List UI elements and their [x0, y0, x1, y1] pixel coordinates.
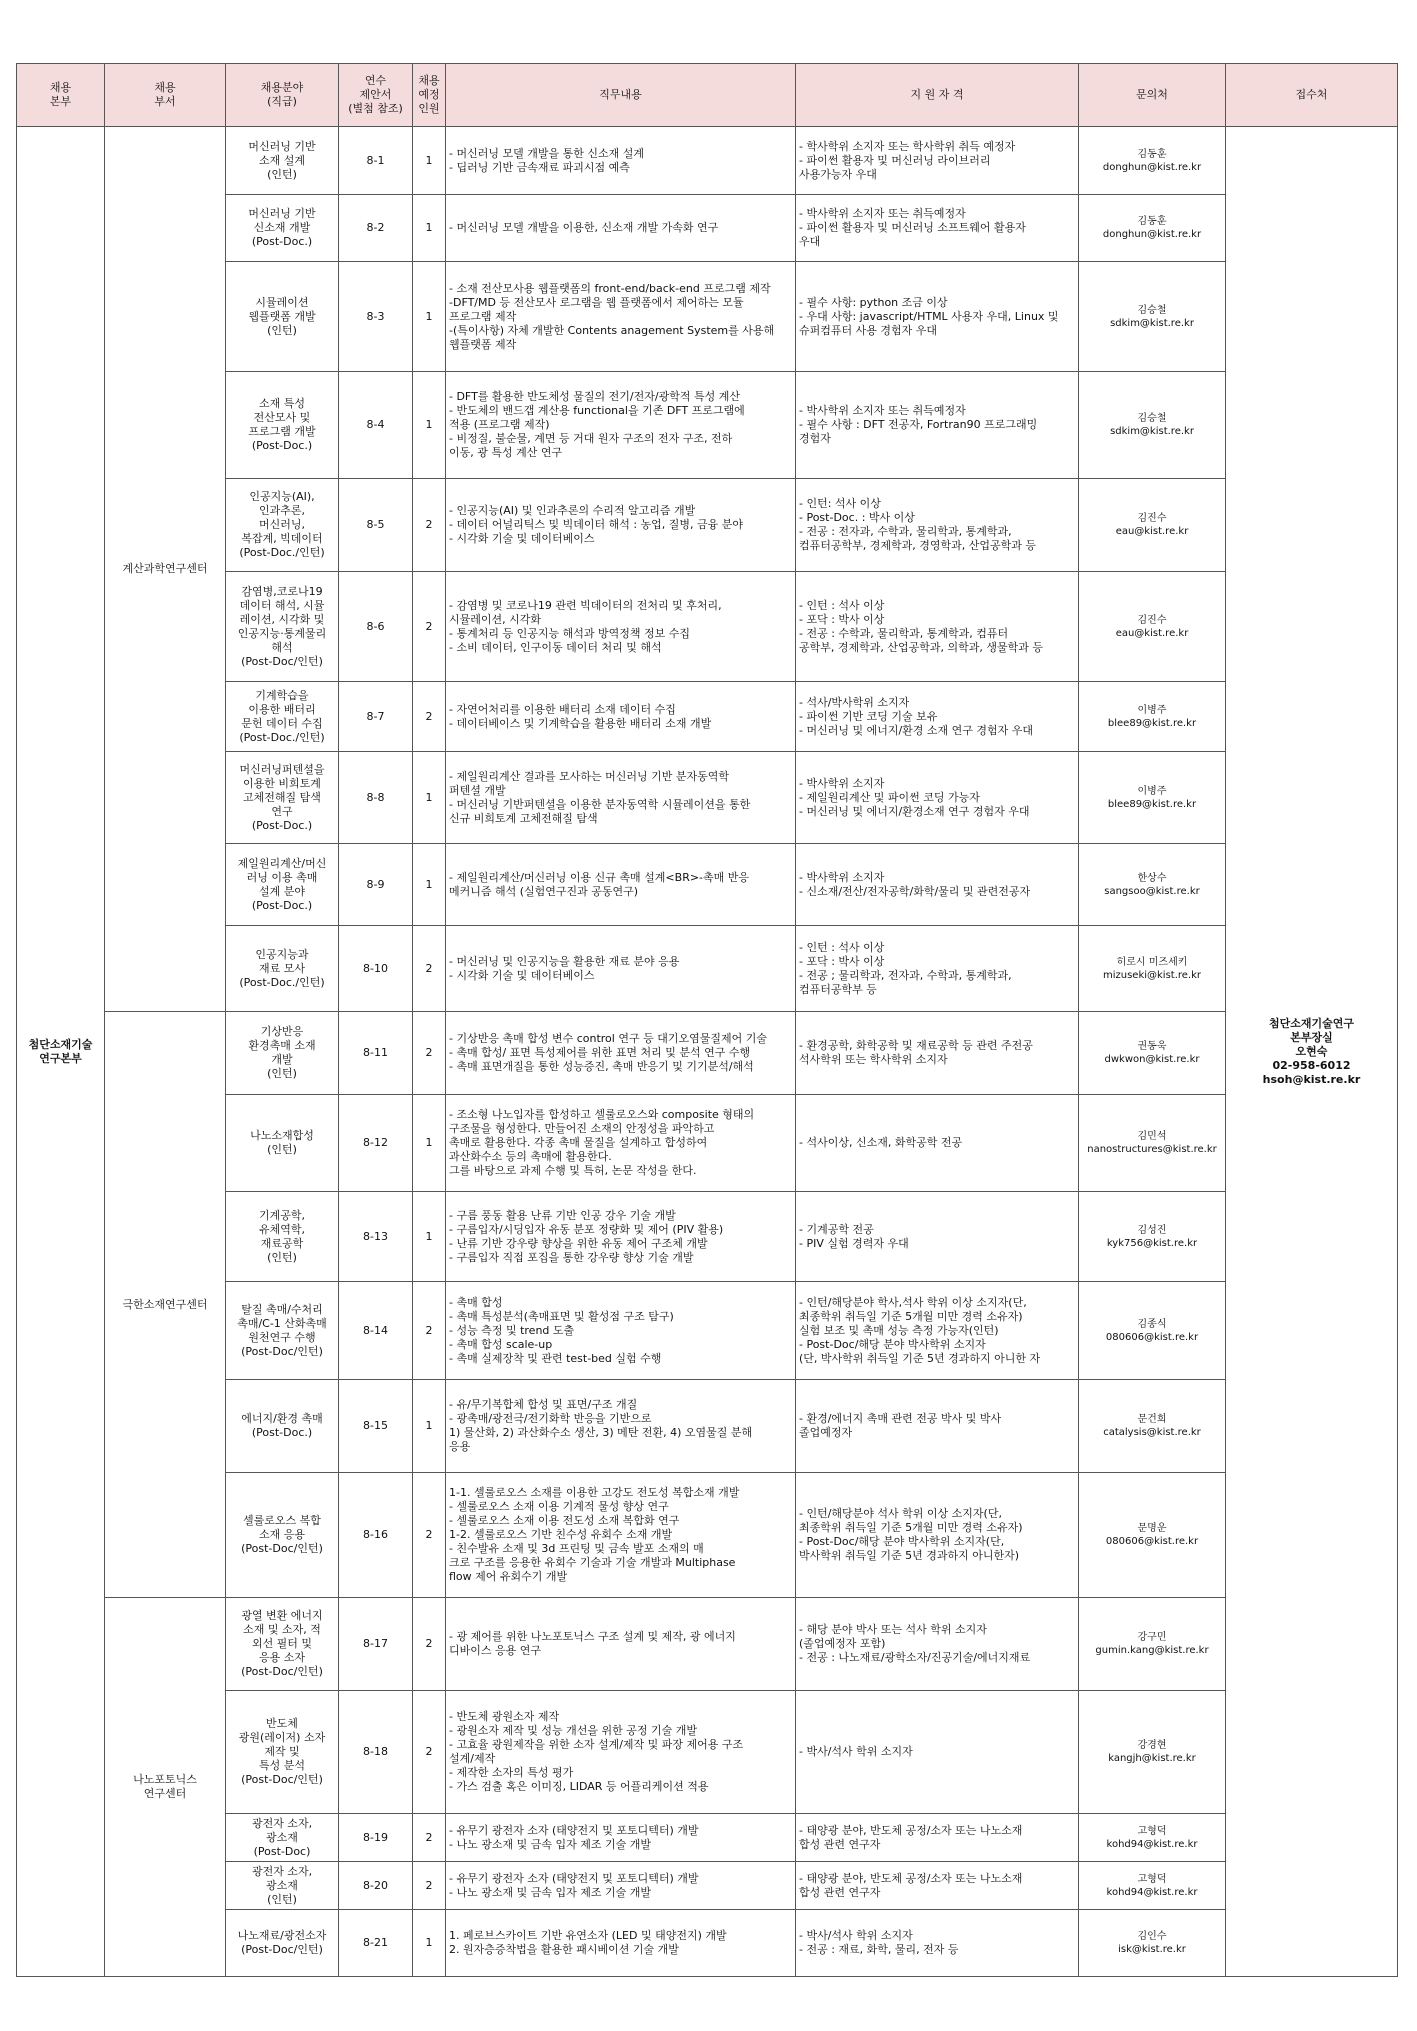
code-cell-text: 8-19	[363, 1830, 388, 1844]
headcount-cell-text: 1	[425, 1136, 433, 1149]
field-cell-text: 탈질 촉매/수처리 촉매/C-1 산화촉매 원천연구 수행 (Post-Doc/인턴)	[237, 1302, 327, 1358]
table-row	[17, 127, 1398, 195]
qualifications-cell	[796, 844, 1079, 926]
code-cell	[339, 1598, 413, 1691]
department-cell-text: 나노포토닉스 연구센터	[133, 1773, 197, 1800]
headcount-cell-text: 1	[425, 790, 433, 804]
header-qualifications: 지 원 자 격	[796, 64, 1079, 127]
contact-cell	[1079, 1012, 1226, 1095]
duties-cell	[446, 1910, 796, 1977]
duties-cell-text: - 머신러닝 모델 개발을 통한 신소재 설계 - 딥러닝 기반 금속재료 파괴시점 예측	[449, 146, 644, 174]
contact-cell-text: 김승철 sdkim@kist.re.kr	[1110, 413, 1194, 437]
field-cell	[226, 1910, 339, 1977]
code-cell-text: 8-20	[363, 1878, 388, 1892]
headcount-cell	[413, 926, 446, 1012]
qualifications-cell	[796, 752, 1079, 844]
field-cell	[226, 1192, 339, 1282]
code-cell-text: 8-7	[366, 709, 385, 723]
code-cell	[339, 1282, 413, 1380]
qualifications-cell	[796, 1192, 1079, 1282]
headcount-cell-text: 1	[425, 1419, 433, 1432]
header-field: 채용분야 (직급)	[226, 64, 339, 127]
table-row	[17, 1598, 1398, 1691]
contact-cell	[1079, 195, 1226, 262]
qualifications-cell-text: - 환경/에너지 촉매 관련 전공 박사 및 박사 졸업예정자	[799, 1412, 1002, 1439]
headcount-cell-text: 2	[425, 1745, 433, 1758]
field-cell-text: 기계학습을 이용한 배터리 문헌 데이터 수집 (Post-Doc./인턴)	[239, 688, 325, 744]
contact-cell-text: 강구민 gumin.kang@kist.re.kr	[1095, 1632, 1209, 1656]
field-cell-text: 광전자 소자, 광소재 (Post-Doc)	[251, 1816, 313, 1858]
code-cell	[339, 1910, 413, 1977]
code-cell-text: 8-1	[366, 153, 385, 167]
code-cell	[339, 1380, 413, 1473]
contact-cell-text: 히로시 미즈세키 mizuseki@kist.re.kr	[1102, 956, 1202, 981]
duties-cell-text: - 제일원리계산 결과를 모사하는 머신러닝 기반 분자동역학 퍼텐셜 개발 - 머신러닝 기반퍼텐셜을 이용한 분자동역학 시뮬레이션을 통한 신규 비희토계 고체전해질 탐색	[449, 769, 751, 825]
duties-cell-text: 1. 페로브스카이트 기반 유연소자 (LED 및 태양전지) 개발 2. 원자층증착법을 활용한 패시베이션 기술 개발	[449, 1929, 727, 1956]
headcount-cell-text: 1	[425, 418, 433, 431]
qualifications-cell	[796, 372, 1079, 479]
field-cell	[226, 1095, 339, 1192]
field-cell	[226, 1814, 339, 1862]
duties-cell-text: - 반도체 광원소자 제작 - 광원소자 제작 및 성능 개선을 위한 공정 기술 개발 - 고효율 광원제작을 위한 소자 설계/제작 및 파장 제어용 구조 설계/제작 - 제작한 소자의 특성 평가 - 가스 검출 혹은 이미징, LIDAR 등 어플리케이션 적용	[449, 1710, 744, 1793]
duties-cell-text: - 유/무기복합체 합성 및 표면/구조 개질 - 광촉매/광전극/전기화학 반응을 기반으로 1) 물산화, 2) 과산화수소 생산, 3) 메탄 전환, 4) 오염물질 분해 응용	[449, 1398, 753, 1453]
headcount-cell	[413, 1473, 446, 1598]
qualifications-cell	[796, 1910, 1079, 1977]
headcount-cell-text: 1	[425, 1229, 433, 1243]
duties-cell-text: - 구름 풍동 활용 난류 기반 인공 강우 기술 개발 - 구름입자/시딩입자 유동 분포 정량화 및 제어 (PIV 활용) - 난류 기반 강우량 향상을 위한 유동 제어 구조체 개발 - 구름입자 직접 포집을 통한 강우량 향상 기술 개발	[449, 1208, 724, 1264]
field-cell	[226, 1862, 339, 1910]
duties-cell-text: - 촉매 합성 - 촉매 특성분석(촉매표면 및 활성점 구조 탐구) - 성능 측정 및 trend 도출 - 촉매 합성 scale-up - 촉매 실제장착 및 관련 test-bed 실험 수행	[449, 1295, 674, 1365]
field-cell-text: 인공지능(AI), 인과추론, 머신러닝, 복잡계, 빅데이터 (Post-Doc./인턴)	[239, 490, 325, 559]
contact-cell-text: 김승철 sdkim@kist.re.kr	[1110, 304, 1194, 329]
headcount-cell-text: 1	[425, 221, 433, 234]
contact-cell-text: 강경현 kangjh@kist.re.kr	[1108, 1740, 1196, 1764]
duties-cell	[446, 262, 796, 372]
department-cell	[105, 1598, 226, 1977]
duties-cell	[446, 682, 796, 752]
department-cell-text: 극한소재연구센터	[122, 1297, 208, 1311]
header-division: 채용 본부	[17, 64, 105, 127]
duties-cell	[446, 1095, 796, 1192]
qualifications-cell	[796, 682, 1079, 752]
field-cell-text: 나노재료/광전소자 (Post-Doc/인턴)	[237, 1929, 327, 1956]
headcount-cell	[413, 1012, 446, 1095]
code-cell	[339, 1192, 413, 1282]
field-cell-text: 기상반응 환경촉매 소재 개발 (인턴)	[248, 1025, 316, 1080]
contact-cell	[1079, 1691, 1226, 1814]
code-cell	[339, 752, 413, 844]
qualifications-cell	[796, 1598, 1079, 1691]
contact-cell	[1079, 1095, 1226, 1192]
code-cell	[339, 844, 413, 926]
field-cell	[226, 372, 339, 479]
department-cell	[105, 127, 226, 1012]
division-cell	[17, 127, 105, 1977]
field-cell-text: 소재 특성 전산모사 및 프로그램 개발 (Post-Doc.)	[248, 397, 316, 452]
field-cell	[226, 262, 339, 372]
headcount-cell-text: 2	[425, 1637, 433, 1650]
headcount-cell	[413, 1095, 446, 1192]
code-cell-text: 8-10	[363, 961, 388, 975]
duties-cell	[446, 1598, 796, 1691]
contact-cell-text: 문건희 catalysis@kist.re.kr	[1103, 1414, 1201, 1438]
field-cell	[226, 1473, 339, 1598]
code-cell-text: 8-18	[363, 1745, 388, 1758]
contact-cell	[1079, 682, 1226, 752]
field-cell-text: 머신러닝 기반 소재 설계 (인턴)	[248, 139, 316, 181]
duties-cell	[446, 1814, 796, 1862]
code-cell-text: 8-9	[366, 877, 385, 891]
headcount-cell	[413, 844, 446, 926]
headcount-cell	[413, 262, 446, 372]
code-cell-text: 8-16	[363, 1528, 388, 1541]
headcount-cell	[413, 572, 446, 682]
qualifications-cell	[796, 479, 1079, 572]
duties-cell	[446, 1473, 796, 1598]
qualifications-cell-text: - 인턴/해당분야 학사,석사 학위 이상 소지자(단, 최종학위 취득일 기준 5개월 미만 경력 소유자) 실험 보조 및 촉매 성능 측정 가능자(인턴) - Post-Doc/해당 분야 박사학위 소지자 (단, 박사학위 취득일 기준 5년 경과하지 아니한 자	[799, 1295, 1041, 1365]
duties-cell-text: - 감염병 및 코로나19 관련 빅데이터의 전처리 및 후처리, 시뮬레이션, 시각화 - 통계처리 등 인공지능 해석과 방역정책 정보 수집 - 소비 데이터, 인구이동 데이터 처리 및 해석	[449, 598, 722, 654]
qualifications-cell-text: - 필수 사항: python 조금 이상 - 우대 사항: javascript/HTML 사용자 우대, Linux 및 슈퍼컴퓨터 사용 경험자 우대	[799, 295, 1059, 337]
code-cell	[339, 372, 413, 479]
headcount-cell-text: 1	[425, 309, 433, 323]
headcount-cell-text: 2	[425, 1528, 433, 1541]
duties-cell	[446, 572, 796, 682]
duties-cell	[446, 1691, 796, 1814]
duties-cell	[446, 926, 796, 1012]
recruitment-table	[16, 63, 1398, 1977]
headcount-cell	[413, 682, 446, 752]
headcount-cell	[413, 1862, 446, 1910]
duties-cell-text: - 유무기 광전자 소자 (태양전지 및 포토디텍터) 개발 - 나노 광소재 및 금속 입자 제조 기술 개발	[449, 1871, 699, 1899]
headcount-cell	[413, 752, 446, 844]
duties-cell	[446, 479, 796, 572]
contact-cell-text: 이병주 blee89@kist.re.kr	[1107, 704, 1197, 729]
duties-cell-text: - 머신러닝 모델 개발을 이용한, 신소재 개발 가속화 연구	[449, 221, 719, 234]
field-cell-text: 광열 변환 에너지 소재 및 소자, 적 외선 필터 및 응용 소자 (Post-Doc/인턴)	[241, 1609, 323, 1678]
duties-cell	[446, 1192, 796, 1282]
headcount-cell	[413, 479, 446, 572]
contact-cell-text: 이병주 blee89@kist.re.kr	[1107, 785, 1197, 810]
contact-cell	[1079, 1192, 1226, 1282]
duties-cell-text: - 유무기 광전자 소자 (태양전지 및 포토디텍터) 개발 - 나노 광소재 및 금속 입자 제조 기술 개발	[449, 1823, 699, 1851]
contact-cell	[1079, 1282, 1226, 1380]
contact-cell	[1079, 479, 1226, 572]
headcount-cell	[413, 1598, 446, 1691]
duties-cell	[446, 752, 796, 844]
headcount-cell-text: 2	[425, 1878, 433, 1892]
duties-cell-text: - 기상반응 촉매 합성 변수 control 연구 등 대기오염물질제어 기술 - 촉매 합성/ 표면 특성제어를 위한 표면 처리 및 분석 연구 수행 - 촉매 표면개질을 통한 성능증진, 촉매 반응기 및 기기분석/해석	[449, 1032, 767, 1073]
qualifications-cell-text: - 태양광 분야, 반도체 공정/소자 또는 나노소재 합성 관련 연구자	[799, 1823, 1023, 1851]
code-cell-text: 8-3	[366, 309, 385, 323]
code-cell-text: 8-17	[363, 1637, 388, 1650]
code-cell	[339, 682, 413, 752]
headcount-cell	[413, 1910, 446, 1977]
field-cell-text: 제일원리계산/머신 러닝 이용 촉매 설계 분야 (Post-Doc.)	[237, 856, 327, 912]
division-cell-text: 첨단소재기술 연구본부	[28, 1037, 93, 1065]
qualifications-cell	[796, 1282, 1079, 1380]
code-cell	[339, 127, 413, 195]
headcount-cell-text: 2	[425, 619, 433, 633]
headcount-cell-text: 1	[425, 877, 433, 891]
headcount-cell	[413, 1814, 446, 1862]
field-cell-text: 기계공학, 유체역학, 재료공학 (인턴)	[258, 1208, 305, 1264]
code-cell	[339, 1473, 413, 1598]
duties-cell-text: - 머신러닝 및 인공지능을 활용한 재료 분야 응용 - 시각화 기술 및 데이터베이스	[449, 954, 680, 982]
contact-cell-text: 김동훈 donghun@kist.re.kr	[1102, 216, 1202, 240]
code-cell-text: 8-4	[366, 418, 385, 431]
table-row	[17, 1012, 1398, 1095]
header-reception: 접수처	[1226, 64, 1398, 127]
duties-cell-text: 1-1. 셀룰로오스 소재를 이용한 고강도 전도성 복합소재 개발 - 셀룰로오스 소재 이용 기계적 물성 향상 연구 - 셀룰로오스 소재 이용 전도성 소재 복합화 연구 1-2. 셀룰로오스 기반 친수성 유회수 소재 개발 - 친수발유 소재 및 3d 프린팅 및 금속 발포 소재의 매 크로 구조를 응용한 유회수 기술과 기술 개발과 Multiphase flow 제어 유회수기 개발	[449, 1486, 740, 1583]
duties-cell-text: - DFT를 활용한 반도체성 물질의 전기/전자/광학적 특성 계산 - 반도체의 밴드갭 계산용 functional을 기존 DFT 프로그램에 적용 (프로그램 제작) - 비정질, 불순물, 계면 등 거대 원자 구조의 전자 구조, 전하 이동, 광 특성 계산 연구	[449, 390, 745, 459]
field-cell-text: 나노소재합성 (인턴)	[250, 1129, 314, 1156]
code-cell	[339, 572, 413, 682]
contact-cell-text: 김종식 080606@kist.re.kr	[1105, 1318, 1199, 1343]
headcount-cell-text: 2	[425, 518, 433, 531]
field-cell	[226, 479, 339, 572]
duties-cell	[446, 844, 796, 926]
contact-cell	[1079, 844, 1226, 926]
contact-cell	[1079, 127, 1226, 195]
field-cell	[226, 752, 339, 844]
field-cell	[226, 127, 339, 195]
qualifications-cell-text: - 인턴 : 석사 이상 - 포닥 : 박사 이상 - 전공 : 수학과, 물리학과, 통계학과, 컴퓨터 공학부, 경제학과, 산업공학과, 의학과, 생물학과 등	[799, 598, 1043, 654]
headcount-cell	[413, 1691, 446, 1814]
duties-cell-text: - 인공지능(AI) 및 인과추론의 수리적 알고리즘 개발 - 데이터 어널리틱스 및 빅데이터 해석 : 농업, 질병, 금융 분야 - 시각화 기술 및 데이터베이스	[449, 504, 744, 545]
duties-cell	[446, 1380, 796, 1473]
field-cell-text: 광전자 소자, 광소재 (인턴)	[251, 1864, 313, 1906]
qualifications-cell	[796, 1012, 1079, 1095]
contact-cell-text: 김진수 eau@kist.re.kr	[1115, 513, 1189, 537]
header-department: 채용 부서	[105, 64, 226, 127]
field-cell	[226, 1380, 339, 1473]
headcount-cell-text: 2	[425, 1323, 433, 1337]
field-cell	[226, 1282, 339, 1380]
contact-cell	[1079, 1598, 1226, 1691]
qualifications-cell	[796, 262, 1079, 372]
contact-cell	[1079, 572, 1226, 682]
header-duties: 직무내용	[446, 64, 796, 127]
contact-cell-text: 김민석 nanostructures@kist.re.kr	[1087, 1131, 1217, 1155]
contact-cell-text: 고형덕 kohd94@kist.re.kr	[1106, 1825, 1198, 1850]
qualifications-cell-text: - 학사학위 소지자 또는 학사학위 취득 예정자 - 파이썬 활용자 및 머신러닝 라이브러리 사용가능자 우대	[799, 139, 1016, 181]
contact-cell-text: 권동욱 dwkwon@kist.re.kr	[1104, 1041, 1200, 1065]
header-contact: 문의처	[1079, 64, 1226, 127]
code-cell-text: 8-11	[363, 1046, 388, 1059]
field-cell-text: 반도체 광원(레이저) 소자 제작 및 특성 분석 (Post-Doc/인턴)	[238, 1717, 326, 1786]
contact-cell-text: 김성진 kyk756@kist.re.kr	[1106, 1224, 1198, 1249]
headcount-cell	[413, 1192, 446, 1282]
code-cell	[339, 1691, 413, 1814]
qualifications-cell	[796, 1380, 1079, 1473]
field-cell	[226, 195, 339, 262]
contact-cell	[1079, 262, 1226, 372]
qualifications-cell-text: - 인턴 : 석사 이상 - 포닥 : 박사 이상 - 전공 ; 물리학과, 전자과, 수학과, 통계학과, 컴퓨터공학부 등	[799, 940, 1012, 996]
code-cell	[339, 1814, 413, 1862]
contact-cell	[1079, 926, 1226, 1012]
code-cell-text: 8-6	[366, 619, 385, 633]
contact-cell-text: 김동훈 donghun@kist.re.kr	[1102, 148, 1202, 173]
qualifications-cell-text: - 인턴: 석사 이상 - Post-Doc. : 박사 이상 - 전공 : 전자과, 수학과, 물리학과, 통계학과, 컴퓨터공학부, 경제학과, 경영학과, 산업공학과 등	[799, 497, 1036, 552]
code-cell-text: 8-8	[366, 790, 385, 804]
code-cell-text: 8-13	[363, 1229, 388, 1243]
qualifications-cell-text: - 박사학위 소지자 - 제일원리계산 및 파이썬 코딩 가능자 - 머신러닝 및 에너지/환경소재 연구 경험자 우대	[799, 776, 1030, 818]
qualifications-cell-text: - 인턴/해당분야 석사 학위 이상 소지자(단, 최종학위 취득일 기준 5개월 미만 경력 소유자) - Post-Doc/해당 분야 박사학위 소지자(단, 박사학위 취득일 기준 5년 경과하지 아니한자)	[799, 1507, 1023, 1562]
duties-cell-text: - 제일원리계산/머신러닝 이용 신규 촉매 설계<BR>-촉매 반응 메커니즘 해석 (실험연구진과 공동연구)	[449, 870, 750, 898]
duties-cell-text: - 소재 전산모사용 웹플랫폼의 front-end/back-end 프로그램 제작 -DFT/MD 등 전산모사 로그램을 웹 플랫폼에서 제어하는 모듈 프로그램 제작 -(특이사항) 자체 개발한 Contents anagement System를 사용해 웹플랫폼 제작	[449, 281, 775, 351]
headcount-cell-text: 2	[425, 1830, 433, 1844]
code-cell	[339, 195, 413, 262]
qualifications-cell-text: - 박사학위 소지자 또는 취득예정자 - 필수 사항 : DFT 전공자, Fortran90 프로그래밍 경험자	[799, 404, 1038, 445]
duties-cell	[446, 372, 796, 479]
headcount-cell-text: 2	[425, 1046, 433, 1059]
contact-cell-text: 문명운 080606@kist.re.kr	[1105, 1523, 1199, 1547]
code-cell	[339, 479, 413, 572]
field-cell	[226, 926, 339, 1012]
header-row	[17, 64, 1398, 127]
field-cell-text: 감염병,코로나19 데이터 해석, 시뮬 레이션, 시각화 및 인공지능·통계물리 해석 (Post-Doc/인턴)	[237, 584, 327, 668]
contact-cell	[1079, 1380, 1226, 1473]
field-cell	[226, 572, 339, 682]
code-cell-text: 8-14	[363, 1323, 388, 1337]
field-cell-text: 셀룰로오스 복합 소재 응용 (Post-Doc/인턴)	[241, 1514, 323, 1555]
contact-cell	[1079, 752, 1226, 844]
duties-cell	[446, 1282, 796, 1380]
duties-cell-text: - 광 제어를 위한 나노포토닉스 구조 설계 및 제작, 광 에너지 디바이스 응용 연구	[449, 1630, 736, 1657]
department-cell-text: 계산과학연구센터	[122, 562, 208, 575]
qualifications-cell	[796, 1473, 1079, 1598]
qualifications-cell-text: - 해당 분야 박사 또는 석사 학위 소지자 (졸업예정자 포함) - 전공 : 나노재료/광학소자/진공기술/에너지재료	[799, 1623, 1031, 1664]
code-cell-text: 8-5	[366, 518, 385, 531]
qualifications-cell	[796, 1095, 1079, 1192]
qualifications-cell-text: - 석사/박사학위 소지자 - 파이썬 기반 코딩 기술 보유 - 머신러닝 및 에너지/환경 소재 연구 경험자 우대	[799, 695, 1034, 737]
duties-cell	[446, 195, 796, 262]
field-cell	[226, 1598, 339, 1691]
duties-cell-text: - 조소형 나노입자를 합성하고 셀룰로오스와 composite 형태의 구조물을 형성한다. 만들어진 소재의 안정성을 파악하고 촉매로 활용한다. 각종 촉매 물질을 설계하고 합성하여 과산화수소 등의 촉매에 활용한다. 그를 바탕으로 과제 수행 및 특허, 논문 작성을 한다.	[449, 1108, 755, 1177]
headcount-cell-text: 2	[425, 961, 433, 975]
department-cell	[105, 1012, 226, 1598]
qualifications-cell-text: - 박사학위 소지자 - 신소재/전산/전자공학/화학/물리 및 관련전공자	[799, 870, 1031, 898]
contact-cell	[1079, 1862, 1226, 1910]
field-cell-text: 에너지/환경 촉매 (Post-Doc.)	[241, 1412, 323, 1439]
code-cell	[339, 926, 413, 1012]
qualifications-cell-text: - 박사/석사 학위 소지자	[799, 1745, 913, 1758]
field-cell-text: 인공지능과 재료 모사 (Post-Doc./인턴)	[239, 947, 325, 989]
headcount-cell-text: 2	[425, 709, 433, 723]
contact-cell-text: 김진수 eau@kist.re.kr	[1115, 614, 1189, 639]
field-cell-text: 머신러닝 기반 신소재 개발 (Post-Doc.)	[248, 207, 316, 248]
code-cell	[339, 1862, 413, 1910]
duties-cell	[446, 127, 796, 195]
qualifications-cell-text: - 태양광 분야, 반도체 공정/소자 또는 나노소재 합성 관련 연구자	[799, 1871, 1023, 1899]
contact-cell-text: 김인수 isk@kist.re.kr	[1118, 1931, 1186, 1955]
contact-cell-text: 고형덕 kohd94@kist.re.kr	[1106, 1873, 1198, 1898]
qualifications-cell-text: - 기계공학 전공 - PIV 실험 경력자 우대	[799, 1222, 909, 1250]
field-cell-text: 시뮬레이션 웹플랫폼 개발 (인턴)	[248, 295, 316, 337]
contact-cell	[1079, 1473, 1226, 1598]
headcount-cell	[413, 127, 446, 195]
field-cell	[226, 682, 339, 752]
qualifications-cell-text: - 박사학위 소지자 또는 취득예정자 - 파이썬 활용자 및 머신러닝 소프트웨어 활용자 우대	[799, 207, 1026, 248]
headcount-cell	[413, 1380, 446, 1473]
headcount-cell	[413, 195, 446, 262]
code-cell	[339, 1012, 413, 1095]
header-code: 연수 제안서 (별첨 참조)	[339, 64, 413, 127]
headcount-cell	[413, 372, 446, 479]
qualifications-cell	[796, 1691, 1079, 1814]
reception-cell-text: 첨단소재기술연구 본부장실 오현숙 02-958-6012 hsoh@kist.re.kr	[1262, 1016, 1361, 1086]
duties-cell	[446, 1012, 796, 1095]
field-cell	[226, 1691, 339, 1814]
field-cell-text: 머신러닝퍼텐셜을 이용한 비희토계 고체전해질 탐색 연구 (Post-Doc.)	[239, 762, 325, 832]
qualifications-cell-text: - 환경공학, 화학공학 및 재료공학 등 관련 주전공 석사학위 또는 학사학위 소지자	[799, 1039, 1033, 1066]
contact-cell-text: 한상수 sangsoo@kist.re.kr	[1104, 872, 1200, 897]
code-cell-text: 8-2	[366, 221, 385, 234]
qualifications-cell	[796, 926, 1079, 1012]
code-cell-text: 8-12	[363, 1136, 388, 1149]
code-cell	[339, 1095, 413, 1192]
qualifications-cell-text: - 석사이상, 신소재, 화학공학 전공	[799, 1136, 963, 1149]
code-cell	[339, 262, 413, 372]
contact-cell	[1079, 372, 1226, 479]
contact-cell	[1079, 1814, 1226, 1862]
duties-cell-text: - 자연어처리를 이용한 배터리 소재 데이터 수집 - 데이터베이스 및 기계학습을 활용한 배터리 소재 개발	[449, 702, 712, 730]
qualifications-cell	[796, 1814, 1079, 1862]
reception-cell	[1226, 127, 1398, 1977]
headcount-cell-text: 1	[425, 1936, 433, 1949]
field-cell	[226, 844, 339, 926]
qualifications-cell	[796, 127, 1079, 195]
header-headcount: 채용 예정 인원	[413, 64, 446, 127]
headcount-cell	[413, 1282, 446, 1380]
qualifications-cell	[796, 572, 1079, 682]
qualifications-cell-text: - 박사/석사 학위 소지자 - 전공 : 재료, 화학, 물리, 전자 등	[799, 1929, 959, 1956]
code-cell-text: 8-21	[363, 1936, 388, 1949]
contact-cell	[1079, 1910, 1226, 1977]
code-cell-text: 8-15	[363, 1419, 388, 1432]
headcount-cell-text: 1	[425, 153, 433, 167]
qualifications-cell	[796, 195, 1079, 262]
qualifications-cell	[796, 1862, 1079, 1910]
field-cell	[226, 1012, 339, 1095]
duties-cell	[446, 1862, 796, 1910]
